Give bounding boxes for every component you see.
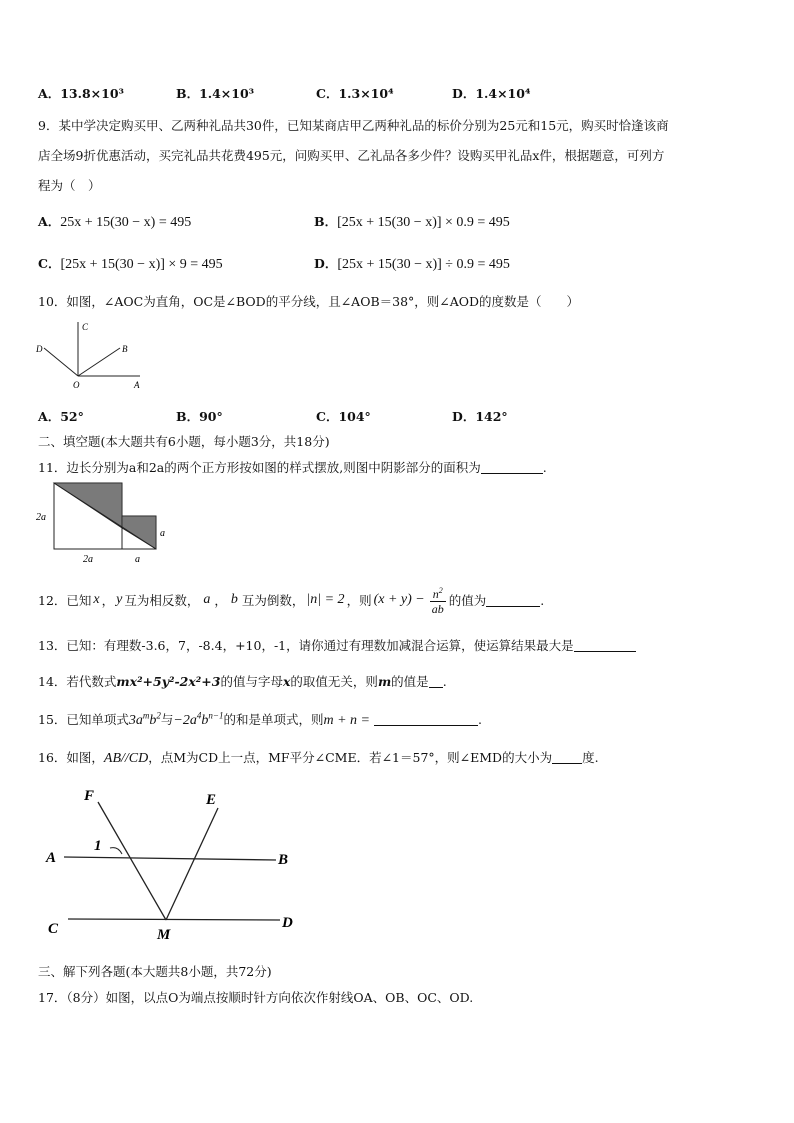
q16-parallel-lines-figure xyxy=(40,780,310,946)
q17-text: 17．（8分）如图，以点O为端点按顺时针方向依次作射线OA、OB、OC、OD. xyxy=(38,990,474,1005)
q16-label-m: M xyxy=(157,927,171,943)
q15-text: 15．已知单项式$3a^mb^2$与$-2a^4b^{n-1}$的和是单项式，则m + n = . xyxy=(38,710,482,728)
section2-heading: 二、填空题(本大题共有6小题，每小题3分，共18分) xyxy=(38,434,330,449)
q10-angle-figure xyxy=(30,318,160,392)
q9-line1: 9．某中学决定购买甲、乙两种礼品共30件，已知某商店甲乙两种礼品的标价分别为25元和15元，购买时恰逢该商 xyxy=(38,118,669,133)
q11-squares-figure xyxy=(34,480,174,566)
q10-label-a: A xyxy=(134,380,140,390)
q16-label-d: D xyxy=(282,915,293,931)
q10-label-c: C xyxy=(82,322,89,332)
q16-label-c: C xyxy=(48,921,59,937)
q12-answer-blank xyxy=(486,594,540,607)
q10-label-b: B xyxy=(122,344,128,354)
q10-option-c: C．104° xyxy=(316,409,371,424)
q10-label-d: D xyxy=(36,344,43,354)
q15-monomial-2: $-2a^4b^{n-1}$ xyxy=(173,710,224,728)
q10-option-a: A．52° xyxy=(38,409,84,424)
q15-monomial-1: $3a^mb^2$ xyxy=(128,710,161,728)
q16-text: 16．如图，AB//CD，点M为CD上一点，MF平分∠CME．若∠1＝57°，则∠EMD的大小为 度. xyxy=(38,750,599,766)
q11-label-left: 2a xyxy=(36,512,46,523)
q11-text: 11．边长分别为a和2a的两个正方形按如图的样式摆放,则图中阴影部分的面积为 . xyxy=(38,460,547,475)
q16-label-b: B xyxy=(278,852,289,868)
q15-answer-blank xyxy=(374,713,478,726)
q8-option-b: B．1.4×10³ xyxy=(176,86,255,101)
q9-line3: 程为（ ） xyxy=(38,178,101,193)
q14-answer-blank xyxy=(429,675,443,688)
q13-text: 13．已知：有理数-3.6，7，-8.4，+10，-1，请你通过有理数加减混合运算，使运算结果最大是 xyxy=(38,636,636,654)
q11-label-right: a xyxy=(160,528,165,539)
q16-label-f: F xyxy=(84,788,95,804)
q12-fraction: $\frac{n^2}{ab}$ xyxy=(431,586,444,616)
q10-option-b: B．90° xyxy=(176,409,223,424)
q14-text: 14．若代数式mx²+5y²-2x²+3的值与字母x的取值无关，则m的值是 . xyxy=(38,674,447,689)
q9-option-a: A．25x + 15(30 − x) = 495 xyxy=(38,214,192,230)
q11-label-bottom-small: a xyxy=(135,554,140,565)
q10-option-d: D．142° xyxy=(452,409,508,424)
q16-label-a: A xyxy=(46,850,57,866)
q9-option-b: B．[25x + 15(30 − x)] × 0.9 = 495 xyxy=(314,214,510,230)
q8-option-d: D．1.4×10⁴ xyxy=(452,86,531,101)
q10-label-o: O xyxy=(73,380,80,390)
q13-answer-blank xyxy=(574,639,636,652)
q16-label-angle1: 1 xyxy=(94,838,102,854)
q9-option-c: C．[25x + 15(30 − x)] × 9 = 495 xyxy=(38,256,223,272)
q10-text: 10．如图，∠AOC为直角，OC是∠BOD的平分线，且∠AOB＝38°，则∠AOD的度数是（ ） xyxy=(38,294,580,309)
q16-label-e: E xyxy=(206,792,217,808)
q9-line2: 店全场9折优惠活动，买完礼品共花费495元，问购买甲、乙礼品各多少件？设购买甲礼品x件，根据题意，可列方 xyxy=(38,148,665,163)
q12-text: 12．已知 x ， y 互为相反数， a ， b 互为倒数， |n| = 2 ，则 (x + y) − $\frac{n^2}{ab}$ 的值为 . xyxy=(38,586,545,616)
q11-answer-blank xyxy=(481,461,543,474)
q11-label-bottom-big: 2a xyxy=(83,554,93,565)
q16-answer-blank xyxy=(552,751,582,764)
q8-option-c: C．1.3×10⁴ xyxy=(316,86,394,101)
q8-option-a: A．13.8×10³ xyxy=(38,86,124,101)
q9-option-d: D．[25x + 15(30 − x)] ÷ 0.9 = 495 xyxy=(314,256,510,272)
section3-heading: 三、解下列各题(本大题共8小题，共72分) xyxy=(38,964,272,979)
